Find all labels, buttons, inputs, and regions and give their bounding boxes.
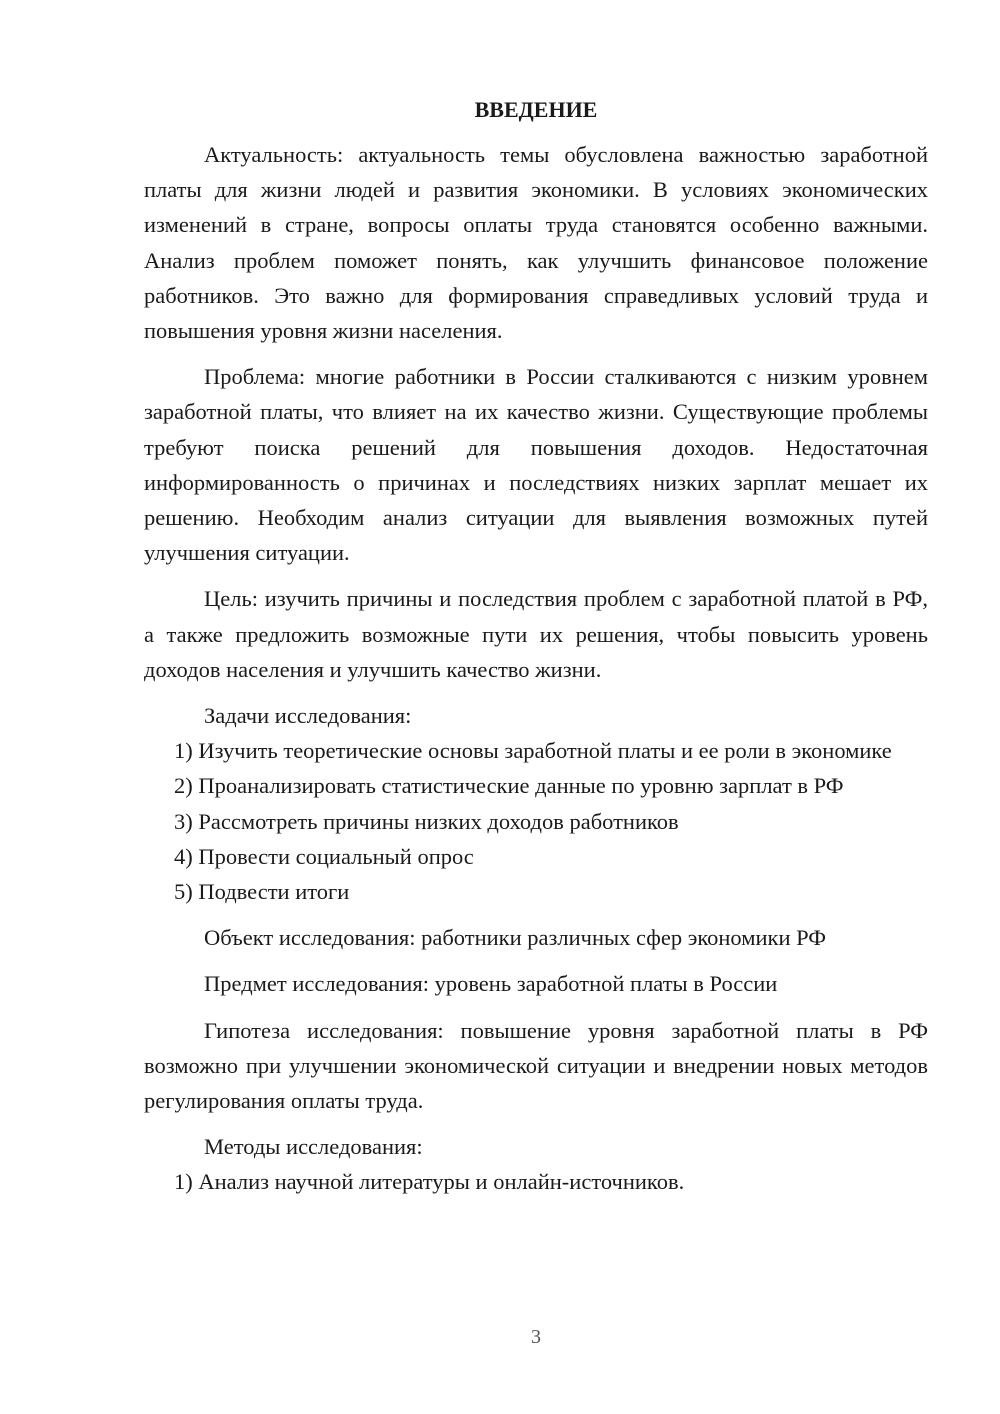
task-item: 2) Проанализировать статистические данные по уровню зарплат в РФ: [174, 773, 844, 799]
methods-heading: Методы исследования:: [204, 1134, 423, 1160]
task-item: 3) Рассмотреть причины низких доходов работников: [174, 808, 679, 834]
paragraph-subject: Предмет исследования: уровень заработной платы в России: [204, 971, 778, 997]
task-item: 5) Подвести итоги: [174, 879, 350, 905]
paragraph-goal: Цель: изучить причины и последствия проблем с заработной платой в РФ, а также предложить возможные пути их решения, чтобы повысить уровень доходов населения и улучшить качество жизни.: [144, 586, 928, 682]
method-item: 1) Анализ научной литературы и онлайн-источников.: [174, 1169, 685, 1195]
paragraph-hypothesis: Гипотеза исследования: повышение уровня заработной платы в РФ возможно при улучшении экономической ситуации и внедрении новых методов регулирования оплаты труда.: [144, 1017, 928, 1114]
task-item: 1) Изучить теоретические основы заработной платы и ее роли в экономике: [174, 738, 892, 764]
paragraph-problem: Проблема: многие работники в России сталкиваются с низким уровнем заработной платы, что влияет на их качество жизни. Существующие проблемы требуют поиска решений для повышения доходов. Недостаточная информированность о причинах и последствиях низких зарплат мешает их решению. Необходим анализ ситуации для выявления возможных путей улучшения ситуации.: [144, 364, 928, 566]
page-number: 3: [531, 1326, 541, 1348]
paragraph-object: Объект исследования: работники различных сфер экономики РФ: [204, 925, 827, 951]
paragraph-relevance: Актуальность: актуальность темы обусловлена важностью заработной платы для жизни людей и развития экономики. В условиях экономических изменений в стране, вопросы оплаты труда становятся особенно важными. Анализ проблем поможет понять, как улучшить финансовое положение работников. Это важно для формирования справедливых условий труда и повышения уровня жизни населения.: [144, 142, 928, 344]
tasks-heading: Задачи исследования:: [204, 703, 412, 729]
task-item: 4) Провести социальный опрос: [174, 843, 474, 869]
section-title: ВВЕДЕНИЕ: [474, 97, 598, 122]
page-content: [144, 95, 928, 1200]
